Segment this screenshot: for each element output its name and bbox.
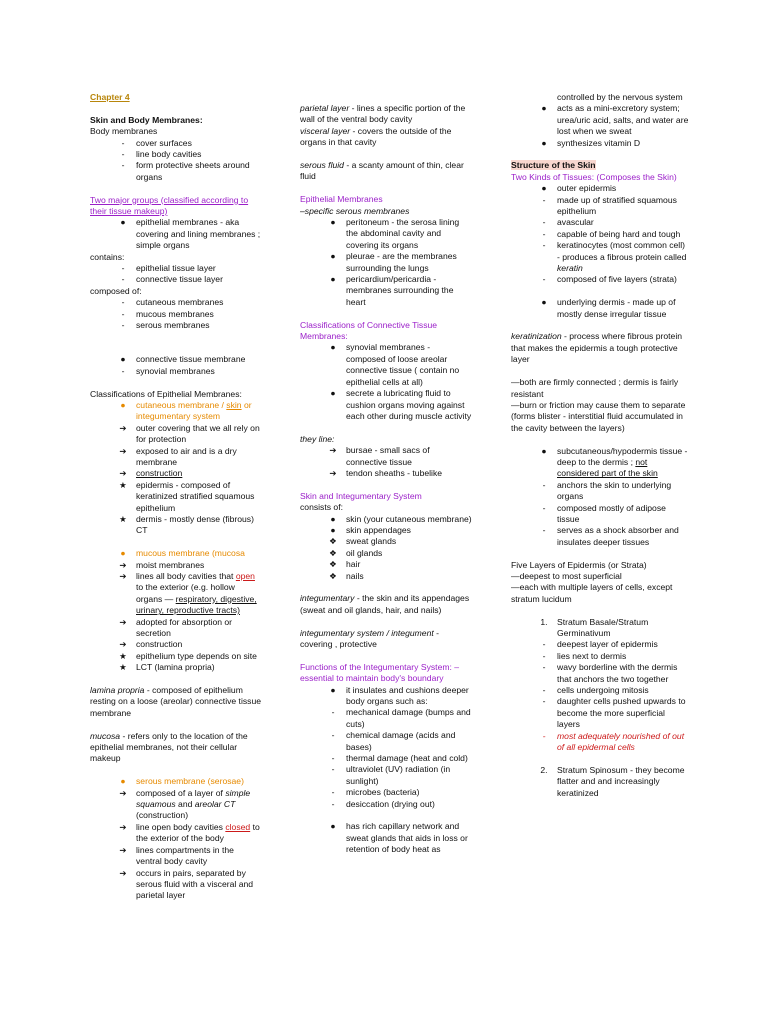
definition: parietal layer - lines a specific portion of the wall of the ventral body cavity <box>300 103 466 125</box>
list-item: ● it insulates and cushions deeper body organs such as: <box>330 684 469 706</box>
list-item: ● mucous membrane (mucosa <box>120 548 245 559</box>
section-heading: Structure of the Skin <box>511 160 596 171</box>
list-item: - epithelial tissue layer <box>121 263 216 274</box>
list-item: ➔ tendon sheaths - tubelike <box>329 467 443 478</box>
list-item: ● subcutaneous/hypodermis tissue - deep to the dermis ; not considered part of the skin <box>541 445 688 479</box>
definition: keratinization - process where fibrous protein that makes the epidermis a tough protective layer <box>511 331 683 365</box>
text-line: controlled by the nervous system <box>557 92 683 102</box>
list-item: ★ epithelium type depends on site <box>119 650 257 661</box>
list-item: ➔ outer covering that we all rely on for protection <box>119 422 260 445</box>
list-item: - serves as a shock absorber and insulates deeper tissues <box>542 525 679 547</box>
text-line: —each with multiple layers of cells, except stratum lucidum <box>511 582 673 604</box>
subheading: Classifications of Connective Tissue Membranes: <box>300 319 438 342</box>
list-item: ★ LCT (lamina propria) <box>119 662 215 673</box>
list-item: ➔ bursae - small sacs of connective tissue <box>329 445 430 467</box>
list-item: ● epithelial membranes - aka covering and lining membranes ; simple organs <box>120 217 261 251</box>
numbered-item: 1. Stratum Basale/Stratum Germinativum <box>540 616 649 638</box>
subheading: Two Kinds of Tissues: (Composes the Skin) <box>511 171 677 182</box>
definition: serous fluid - a scanty amount of thin, clear fluid <box>300 160 464 182</box>
list-item: - made up of stratified squamous epithelium <box>542 194 677 217</box>
text-line: Body membranes <box>90 126 158 137</box>
list-item: - cells undergoing mitosis <box>542 685 649 696</box>
definition: lamina propria - composed of epithelium resting on a loose (areolar) connective tissue membrane <box>90 685 262 718</box>
list-item: ➔ lines all body cavities that open to the exterior (e.g. hollow organs — respiratory, digestive, urinary, reproductive tracts) <box>119 570 257 616</box>
list-item: - cover surfaces <box>121 137 192 148</box>
list-item: ❖ oil glands <box>329 547 383 558</box>
list-item: - form protective sheets around organs <box>121 160 250 182</box>
text-line: –specific serous membranes <box>300 205 410 216</box>
list-item: - microbes (bacteria) <box>331 787 420 798</box>
list-item: - lies next to dermis <box>542 650 627 661</box>
text-line: —both are firmly connected ; dermis is fairly resistant <box>511 377 679 399</box>
text-line: contains: <box>90 251 125 262</box>
list-item: - deepest layer of epidermis <box>542 639 658 650</box>
list-item: - composed of five layers (strata) <box>542 274 677 285</box>
definition: integumentary - the skin and its appendages (sweat and oil glands, hair, and nails) <box>300 593 470 615</box>
list-item: ● synthesizes vitamin D <box>541 137 641 148</box>
text-line: consists of: <box>300 502 343 513</box>
list-item: ➔ lines compartments in the ventral body cavity <box>119 844 234 867</box>
text-line: Five Layers of Epidermis (or Strata) <box>511 559 647 570</box>
column-2 <box>300 103 472 856</box>
definition: integumentary system / integument - covering , protective <box>300 627 439 649</box>
text-line: Classifications of Epithelial Membranes: <box>90 388 242 399</box>
text-line: composed of: <box>90 285 142 296</box>
column-3 <box>511 92 689 799</box>
list-item: - wavy borderline with the dermis that anchors the two together <box>542 662 678 684</box>
list-item: ❖ hair <box>329 559 361 570</box>
list-item: ➔ adopted for absorption or secretion <box>119 616 233 639</box>
list-item: ● synovial membranes - composed of loose areolar connective tissue ( contain no epithelial cells at all) <box>330 342 460 387</box>
list-item: ● connective tissue membrane <box>120 354 246 365</box>
list-item: ● skin (your cutaneous membrane) <box>330 513 472 524</box>
list-item: - serous membranes <box>121 320 210 331</box>
list-item: ● secrete a lubricating fluid to cushion organs moving against each other during muscle activity <box>330 388 472 421</box>
list-item: - keratinocytes (most common cell) - produces a fibrous protein called keratin <box>542 240 687 274</box>
list-item: ❖ nails <box>329 570 364 581</box>
list-item: ● cutaneous membrane / skin or integumentary system <box>120 399 252 422</box>
list-item: - desiccation (drying out) <box>331 798 435 809</box>
list-item: ● has rich capillary network and sweat glands that aids in loss or retention of body heat as <box>330 821 468 855</box>
list-item: - daughter cells pushed upwards to become the more superficial layers <box>542 696 686 730</box>
list-item: ➔ composed of a layer of simple squamous and areolar CT (construction) <box>119 787 251 821</box>
text-line: —deepest to most superficial <box>511 570 622 581</box>
list-item: ● outer epidermis <box>541 183 617 194</box>
column-1 <box>90 92 262 902</box>
list-item: ❖ sweat glands <box>329 536 397 547</box>
definition: mucosa - refers only to the location of the epithelial membranes, not their cellular makeup <box>90 730 248 764</box>
list-item: - chemical damage (acids and bases) <box>331 730 456 752</box>
list-item: ● acts as a mini-excretory system; urea/uric acid, salts, and water are lost when we sweat <box>541 103 689 137</box>
text-line: they line: <box>300 433 335 444</box>
list-item: - ultraviolet (UV) radiation (in sunlight) <box>331 764 451 786</box>
list-item: ● skin appendages <box>330 524 411 535</box>
list-item: - avascular <box>542 217 594 228</box>
list-item: ● serous membrane (serosae) <box>120 776 244 787</box>
list-item: - composed mostly of adipose tissue <box>542 502 666 524</box>
section-heading: Skin and Body Membranes: <box>90 114 203 125</box>
list-item: ➔ line open body cavities closed to the exterior of the body <box>119 821 260 844</box>
text-line: —burn or friction may cause them to separate (forms blister - interstitial fluid accumulated in the cavity between the layers) <box>511 399 686 433</box>
list-item: ➔ construction <box>119 468 183 479</box>
list-item: ★ dermis - mostly dense (fibrous) CT <box>119 513 254 536</box>
list-item: - cutaneous membranes <box>121 297 224 308</box>
list-item: - synovial membranes <box>121 365 215 376</box>
list-item: ➔ occurs in pairs, separated by serous fluid with a visceral and parietal layer <box>119 867 254 901</box>
subheading: Functions of the Integumentary System: –essential to maintain body's boundary <box>300 661 460 684</box>
list-item: ➔ construction <box>119 639 183 650</box>
list-item: - capable of being hard and tough <box>542 228 681 239</box>
list-item: ● pericardium/pericardia - membranes surrounding the heart <box>330 274 454 307</box>
list-item: ● pleurae - are the membranes surrounding the lungs <box>330 251 457 273</box>
list-item: ★ epidermis - composed of keratinized stratified squamous epithelium <box>119 479 255 513</box>
list-item: - mucous membranes <box>121 308 214 319</box>
list-item: - thermal damage (heat and cold) <box>331 753 468 764</box>
subheading: Two major groups (classified according to their tissue makeup) <box>90 194 249 217</box>
list-item: - connective tissue layer <box>121 274 223 285</box>
chapter-title: Chapter 4 <box>90 92 130 102</box>
list-item: ● peritoneum - the serosa lining the abdominal cavity and covering its organs <box>330 217 460 250</box>
definition: visceral layer - covers the outside of the organs in that cavity <box>300 125 452 148</box>
list-item: - line body cavities <box>121 149 202 160</box>
subheading: Skin and Integumentary System <box>300 490 422 501</box>
list-item: ● underlying dermis - made up of mostly dense irregular tissue <box>541 297 676 319</box>
list-item: ➔ moist membranes <box>119 559 205 570</box>
list-item: ➔ exposed to air and is a dry membrane <box>119 445 237 467</box>
subheading: Epithelial Membranes <box>300 194 383 205</box>
list-item: - most adequately nourished of out of all epidermal cells <box>542 730 685 753</box>
numbered-item: 2. Stratum Spinosum - they become flatter and and increasingly keratinized <box>540 764 685 798</box>
list-item: - mechanical damage (bumps and cuts) <box>331 707 471 729</box>
list-item: - anchors the skin to underlying organs <box>542 479 672 502</box>
